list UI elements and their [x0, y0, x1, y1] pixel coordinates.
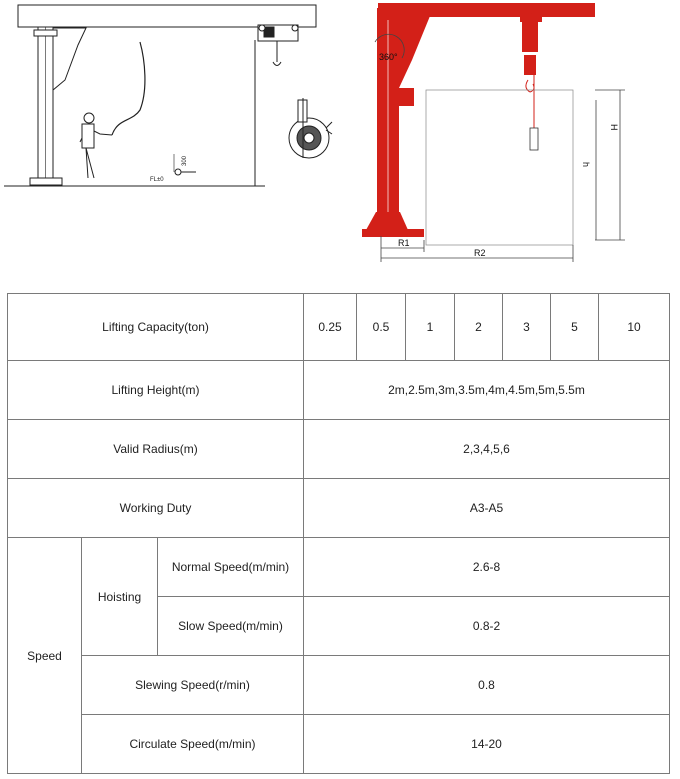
- capacity-cell: 3: [503, 294, 551, 361]
- radius-R2-label: R2: [474, 248, 486, 258]
- capacity-cell: 10: [599, 294, 670, 361]
- radius-value: 2,3,4,5,6: [304, 420, 670, 479]
- capacity-cell: 1: [406, 294, 455, 361]
- duty-row: [8, 479, 670, 538]
- circulate-speed-label: Circulate Speed(m/min): [82, 715, 304, 774]
- slewing-speed-value: 0.8: [304, 656, 670, 715]
- dimension-300-label: 300: [182, 155, 188, 166]
- circulate-speed-value: 14-20: [304, 715, 670, 774]
- height-value: 2m,2.5m,3m,3.5m,4m,4.5m,5m,5.5m: [304, 361, 670, 420]
- height-H-label: H: [609, 124, 619, 131]
- hoisting-label: Hoisting: [82, 538, 158, 656]
- rotation-360-label: 360°: [379, 52, 398, 62]
- capacity-cell: 0.5: [357, 294, 406, 361]
- radius-R1-label: R1: [398, 238, 410, 248]
- crane-drawings: [0, 0, 680, 290]
- radius-row: [8, 420, 670, 479]
- capacity-row: [8, 294, 670, 361]
- duty-value: A3-A5: [304, 479, 670, 538]
- height-label: Lifting Height(m): [8, 361, 304, 420]
- radius-label: Valid Radius(m): [8, 420, 304, 479]
- capacity-label: Lifting Capacity(ton): [8, 294, 304, 361]
- circulate-speed-row: [8, 715, 670, 774]
- dimension-lines: [375, 34, 625, 262]
- slewing-speed-label: Slewing Speed(r/min): [82, 656, 304, 715]
- normal-speed-row: [8, 538, 670, 597]
- slewing-speed-row: [8, 656, 670, 715]
- capacity-cell: 0.25: [304, 294, 357, 361]
- speed-label: Speed: [8, 538, 82, 774]
- duty-label: Working Duty: [8, 479, 304, 538]
- jib-crane-elevation-drawing: [4, 5, 332, 186]
- red-jib-crane-drawing: [362, 3, 595, 237]
- slow-speed-label: Slow Speed(m/min): [158, 597, 304, 656]
- capacity-cell: 5: [551, 294, 599, 361]
- height-row: [8, 361, 670, 420]
- specification-table: [7, 293, 670, 774]
- slow-speed-value: 0.8-2: [304, 597, 670, 656]
- floor-level-label: FL±0: [150, 177, 164, 183]
- normal-speed-label: Normal Speed(m/min): [158, 538, 304, 597]
- normal-speed-value: 2.6-8: [304, 538, 670, 597]
- capacity-cell: 2: [455, 294, 503, 361]
- height-h-label: h: [581, 162, 591, 168]
